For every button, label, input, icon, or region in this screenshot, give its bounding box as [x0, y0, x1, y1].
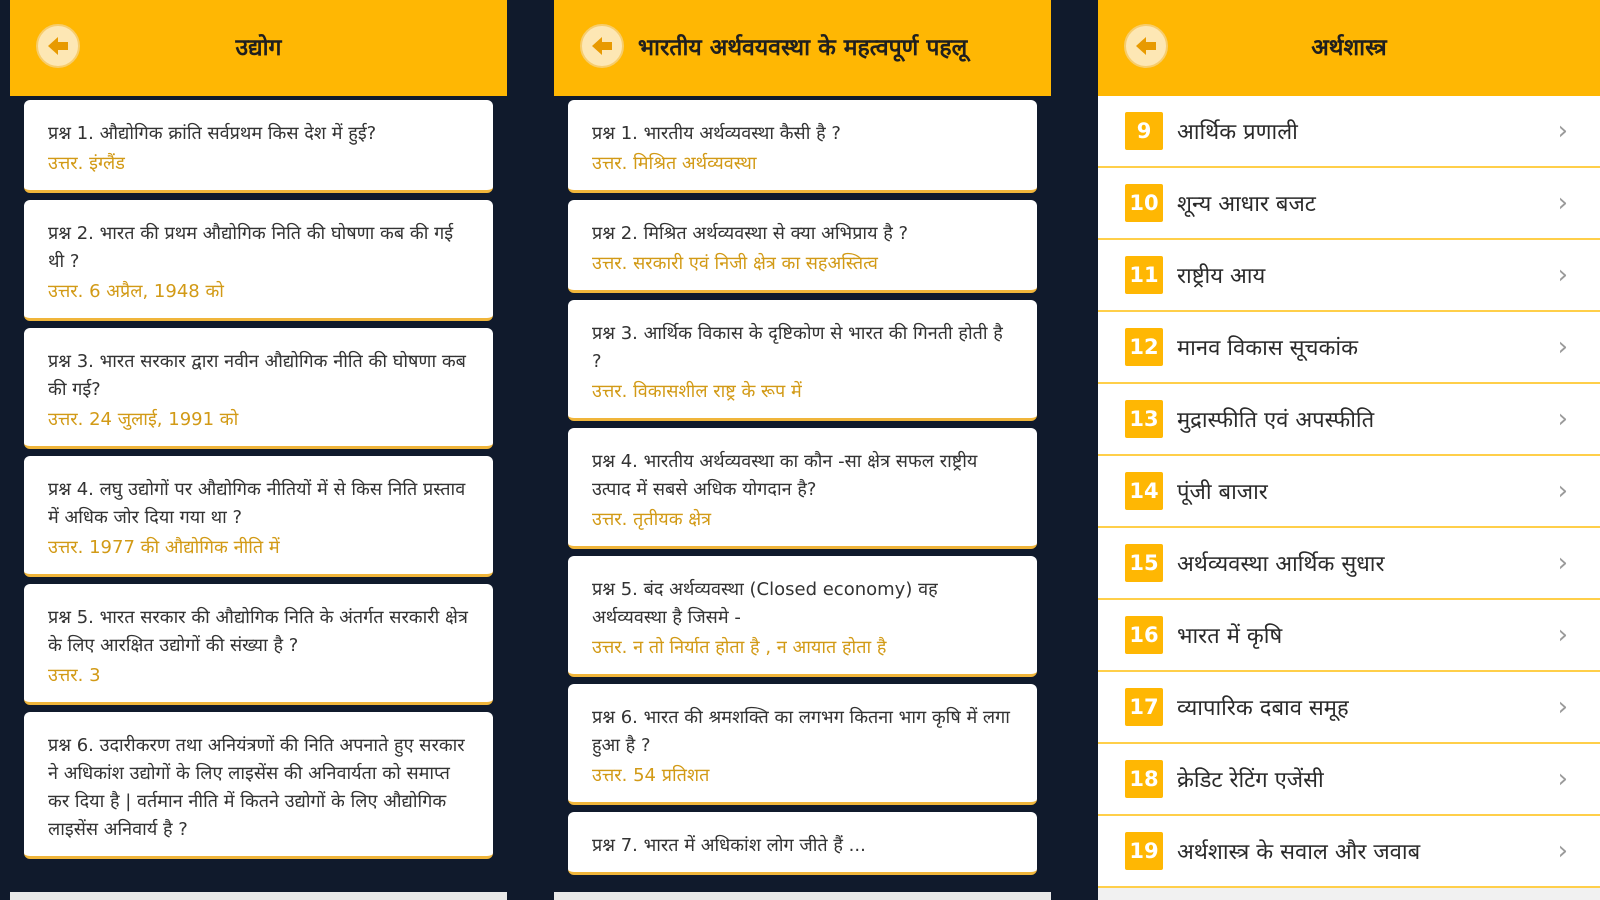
question-card[interactable]	[24, 584, 493, 705]
item-label: शून्य आधार बजट	[1177, 192, 1316, 217]
answer-text: उत्तर. इंग्लैंड	[48, 153, 125, 174]
list-item[interactable]	[1098, 528, 1600, 600]
question-card[interactable]	[24, 328, 493, 449]
page-title: उद्योग	[235, 34, 282, 61]
question-text: प्रश्न 7. भारत में अधिकांश लोग जीते हैं ...	[592, 835, 866, 856]
screen-arthashastra	[1098, 0, 1600, 900]
item-number: 14	[1125, 472, 1163, 510]
chevron-right-icon: ›	[1557, 476, 1568, 506]
question-text: प्रश्न 2. मिश्रित अर्थव्यवस्था से क्या अभिप्राय है ?	[592, 223, 909, 244]
question-text: प्रश्न 3. भारत सरकार द्वारा नवीन औद्योगिक नीति की घोषणा कब की गई?	[48, 351, 466, 400]
nav-bar-edge	[554, 892, 1051, 900]
back-arrow-icon	[46, 35, 70, 57]
item-label: अर्थशास्त्र के सवाल और जवाब	[1177, 840, 1421, 865]
question-card[interactable]	[568, 428, 1037, 549]
question-card[interactable]	[24, 712, 493, 859]
item-label: भारत में कृषि	[1177, 624, 1283, 649]
back-arrow-icon	[590, 35, 614, 57]
chevron-right-icon: ›	[1557, 692, 1568, 722]
list-item[interactable]	[1098, 456, 1600, 528]
list-item[interactable]	[1098, 240, 1600, 312]
list-item[interactable]	[1098, 96, 1600, 168]
app-header	[554, 0, 1051, 96]
list-item[interactable]	[1098, 672, 1600, 744]
question-card[interactable]	[568, 100, 1037, 193]
question-text: प्रश्न 1. भारतीय अर्थव्यवस्था कैसी है ?	[592, 123, 841, 144]
answer-text: उत्तर. 1977 की औद्योगिक नीति में	[48, 537, 280, 558]
app-header	[1098, 0, 1600, 96]
question-text: प्रश्न 1. औद्योगिक क्रांति सर्वप्रथम किस देश में हुई?	[48, 123, 377, 144]
question-card[interactable]	[568, 200, 1037, 293]
list-item[interactable]	[1098, 312, 1600, 384]
question-text: प्रश्न 6. उदारीकरण तथा अनियंत्रणों की निति अपनाते हुए सरकार ने अधिकांश उद्योगों के लिए लाइसेंस की अनिवार्यता को समाप्त कर दिया है | वर्तमान नीति में कितने उद्योगों के लिए औद्योगिक लाइसेंस अनिवार्य है ?	[48, 735, 465, 840]
app-header	[10, 0, 507, 96]
answer-text: उत्तर. सरकारी एवं निजी क्षेत्र का सहअस्तित्व	[592, 253, 878, 274]
list-item[interactable]	[1098, 384, 1600, 456]
item-label: अर्थव्यवस्था आर्थिक सुधार	[1177, 552, 1385, 577]
item-label: मानव विकास सूचकांक	[1177, 336, 1359, 361]
question-list	[554, 96, 1051, 875]
question-text: प्रश्न 5. बंद अर्थव्यवस्था (Closed economy) वह अर्थव्यवस्था है जिसमे -	[592, 579, 938, 628]
question-card[interactable]	[568, 300, 1037, 421]
item-label: मुद्रास्फीति एवं अपस्फीति	[1177, 408, 1375, 433]
list-item[interactable]	[1098, 744, 1600, 816]
chevron-right-icon: ›	[1557, 188, 1568, 218]
question-card[interactable]	[568, 684, 1037, 805]
question-text: प्रश्न 4. लघु उद्योगों पर औद्योगिक नीतियों में से किस निति प्रस्ताव में अधिक जोर दिया गया था ?	[48, 479, 466, 528]
answer-text: उत्तर. विकासशील राष्ट्र के रूप में	[592, 381, 802, 402]
list-item[interactable]	[1098, 600, 1600, 672]
back-button[interactable]	[36, 24, 80, 68]
item-label: राष्ट्रीय आय	[1177, 264, 1266, 289]
item-label: आर्थिक प्रणाली	[1177, 120, 1298, 145]
page-title: अर्थशास्त्र	[1311, 34, 1387, 61]
item-label: पूंजी बाजार	[1177, 480, 1268, 505]
back-button[interactable]	[580, 24, 624, 68]
chevron-right-icon: ›	[1557, 404, 1568, 434]
item-number: 13	[1125, 400, 1163, 438]
nav-bar-edge	[10, 892, 507, 900]
item-number: 18	[1125, 760, 1163, 798]
question-card[interactable]	[24, 200, 493, 321]
screen-udyog	[10, 0, 507, 900]
answer-text: उत्तर. तृतीयक क्षेत्र	[592, 509, 712, 530]
answer-text: उत्तर. 3	[48, 665, 101, 686]
question-card[interactable]	[24, 100, 493, 193]
item-number: 19	[1125, 832, 1163, 870]
item-label: व्यापारिक दबाव समूह	[1177, 696, 1349, 721]
answer-text: उत्तर. 6 अप्रैल, 1948 को	[48, 281, 224, 302]
answer-text: उत्तर. मिश्रित अर्थव्यवस्था	[592, 153, 757, 174]
answer-text: उत्तर. न तो निर्यात होता है , न आयात होता है	[592, 637, 887, 658]
back-arrow-icon	[1134, 35, 1158, 57]
question-text: प्रश्न 4. भारतीय अर्थव्यवस्था का कौन -सा क्षेत्र सफल राष्ट्रीय उत्पाद में सबसे अधिक योगदान है?	[592, 451, 978, 500]
chevron-right-icon: ›	[1557, 260, 1568, 290]
item-number: 16	[1125, 616, 1163, 654]
answer-text: उत्तर. 54 प्रतिशत	[592, 765, 710, 786]
question-text: प्रश्न 5. भारत सरकार की औद्योगिक निति के अंतर्गत सरकारी क्षेत्र के लिए आरक्षित उद्योगों की संख्या है ?	[48, 607, 468, 656]
screen-economy-aspects	[554, 0, 1051, 900]
item-number: 12	[1125, 328, 1163, 366]
question-card[interactable]	[568, 812, 1037, 875]
item-number: 9	[1125, 112, 1163, 150]
chevron-right-icon: ›	[1557, 620, 1568, 650]
question-card[interactable]	[568, 556, 1037, 677]
question-text: प्रश्न 3. आर्थिक विकास के दृष्टिकोण से भारत की गिनती होती है ?	[592, 323, 1003, 372]
back-button[interactable]	[1124, 24, 1168, 68]
item-number: 10	[1125, 184, 1163, 222]
chevron-right-icon: ›	[1557, 548, 1568, 578]
topic-list	[1098, 96, 1600, 888]
item-number: 15	[1125, 544, 1163, 582]
list-item[interactable]	[1098, 168, 1600, 240]
chevron-right-icon: ›	[1557, 116, 1568, 146]
list-item[interactable]	[1098, 816, 1600, 888]
question-text: प्रश्न 6. भारत की श्रमशक्ति का लगभग कितना भाग कृषि में लगा हुआ है ?	[592, 707, 1010, 756]
answer-text: उत्तर. 24 जुलाई, 1991 को	[48, 409, 239, 430]
item-number: 17	[1125, 688, 1163, 726]
question-list	[10, 96, 507, 859]
question-card[interactable]	[24, 456, 493, 577]
item-number: 11	[1125, 256, 1163, 294]
page-title: भारतीय अर्थवयवस्था के महत्वपूर्ण पहलू	[637, 34, 968, 61]
chevron-right-icon: ›	[1557, 332, 1568, 362]
question-text: प्रश्न 2. भारत की प्रथम औद्योगिक निति की घोषणा कब की गई थी ?	[48, 223, 454, 272]
chevron-right-icon: ›	[1557, 764, 1568, 794]
chevron-right-icon: ›	[1557, 836, 1568, 866]
item-label: क्रेडिट रेटिंग एजेंसी	[1177, 768, 1324, 793]
